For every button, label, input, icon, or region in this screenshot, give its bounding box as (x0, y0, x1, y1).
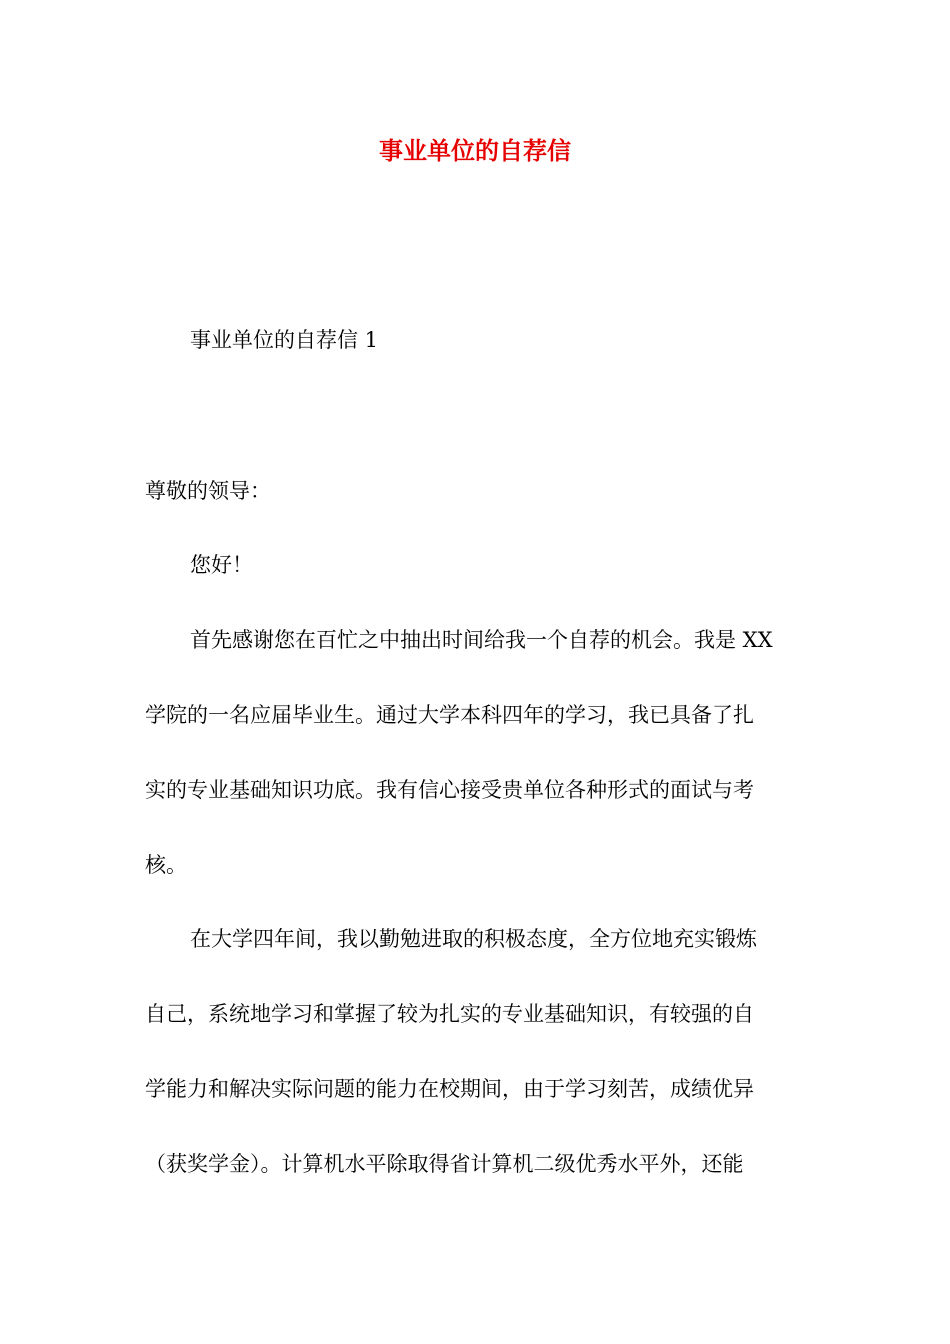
paragraph-line: 自己，系统地学习和掌握了较为扎实的专业基础知识，有较强的自 (145, 1002, 754, 1026)
paragraph-intro (145, 623, 805, 923)
document-title: 事业单位的自荐信 (379, 136, 571, 165)
greeting: 您好！ (190, 553, 253, 577)
paragraph-line: 核。 (145, 853, 187, 877)
paragraph-line: （获奖学金）。计算机水平除取得省计算机二级优秀水平外，还能 (145, 1152, 744, 1176)
paragraph-university (145, 922, 805, 1222)
salutation: 尊敬的领导： (145, 479, 271, 503)
paragraph-line: 实的专业基础知识功底。我有信心接受贵单位各种形式的面试与考 (145, 778, 754, 802)
paragraph-line: 首先感谢您在百忙之中抽出时间给我一个自荐的机会。我是 XX (190, 628, 773, 652)
paragraph-line: 学能力和解决实际问题的能力在校期间，由于学习刻苦，成绩优异 (145, 1077, 754, 1101)
letter-subtitle: 事业单位的自荐信 1 (190, 328, 379, 352)
paragraph-line: 学院的一名应届毕业生。通过大学本科四年的学习，我已具备了扎 (145, 703, 754, 727)
paragraph-line: 在大学四年间，我以勤勉进取的积极态度，全方位地充实锻炼 (190, 927, 757, 951)
